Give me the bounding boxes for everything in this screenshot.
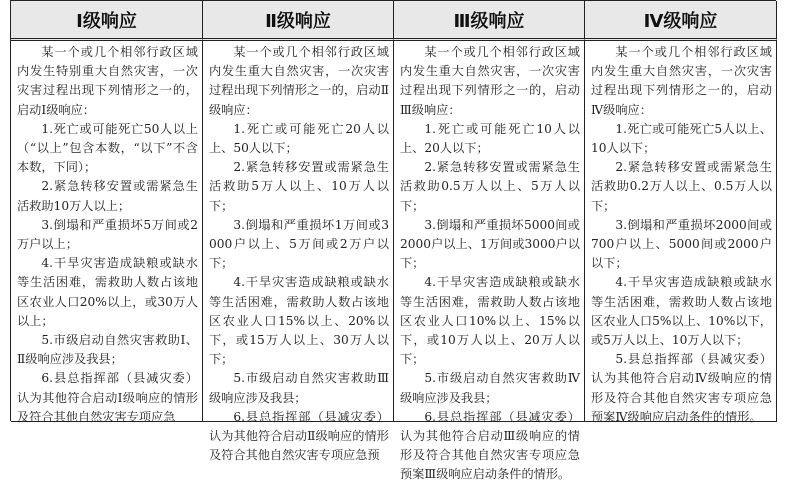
paragraph: 5.市级启动自然灾害救助Ⅳ级响应涉及我县；	[400, 371, 580, 405]
paragraph: 5.市级启动自然灾害救助Ⅰ、Ⅱ级响应涉及我县；	[17, 333, 198, 367]
paragraph: 2.紧急转移安置或需紧急生活救助10万人以上；	[17, 179, 198, 213]
paragraph: 6.县总指挥部（县减灾委）认为其他符合启动Ⅱ级响应的情形及符合其他自然灾害专项应急预	[209, 409, 389, 463]
paragraph: 3.倒塌和严重损坏2000间或700户以上、5000间或2000户以下；	[591, 217, 772, 271]
paragraph: 2.紧急转移安置或需紧急生活救助0.5万人以上、5万人以下；	[400, 160, 580, 213]
paragraph: 3.倒塌和严重损坏1万间或3000户以上、5万间或2万户以下；	[209, 217, 389, 271]
header-level-4: Ⅳ级响应	[585, 1, 777, 41]
paragraph: 3.倒塌和严重损坏5000间或2000户以上、1万间或3000户以下；	[400, 217, 580, 271]
paragraph: 某一个或几个相邻行政区域内发生重大自然灾害，一次灾害过程出现下列情形之一的，启动Ⅲ级响应：	[400, 45, 580, 117]
paragraph: 4.干旱灾害造成缺粮或缺水等生活困难，需救助人数占该地区农业人口10%以上、15%以下，或10万人以上、20万人以下；	[400, 275, 580, 367]
paragraph: 某一个或几个相邻行政区域内发生重大自然灾害，一次灾害过程出现下列情形之一的，启动Ⅱ级响应：	[209, 45, 389, 117]
paragraph: 1.死亡或可能死亡20人以上、50人以下；	[209, 121, 389, 156]
header-level-1: Ⅰ级响应	[11, 1, 203, 41]
paragraph: 某一个或几个相邻行政区域内发生重大自然灾害，一次灾害过程出现下列情形之一的，启动Ⅳ级响应：	[591, 45, 772, 117]
paragraph: 2.紧急转移安置或需紧急生活救助5万人以上、10万人以下；	[209, 160, 389, 213]
paragraph: 4.干旱灾害造成缺粮或缺水等生活困难，需救助人数占该地区农业人口20%以上，或30万人以上；	[17, 256, 198, 328]
level-2-conditions	[203, 41, 394, 463]
paragraph: 5.市级启动自然灾害救助Ⅲ级响应涉及我县；	[209, 371, 389, 405]
paragraph: 2.紧急转移安置或需紧急生活救助0.2万人以上、0.5万人以下；	[591, 160, 772, 213]
header-level-3: Ⅲ级响应	[394, 1, 585, 41]
paragraph: 4.干旱灾害造成缺粮或缺水等生活困难，需救助人数占该地区农业人口5%以上、10%以下，或5万人以上、10万人以下；	[591, 275, 772, 348]
paragraph: 6.县总指挥部（县减灾委）认为其他符合启动Ⅰ级响应的情形及符合其他自然灾害专项应急	[17, 371, 198, 424]
paragraph: 1.死亡或可能死亡50人以上（“以上”包含本数，“以下”不含本数，下同）；	[17, 121, 198, 175]
paragraph: 3.倒塌和严重损坏5万间或2万户以上；	[17, 217, 198, 252]
paragraph: 1.死亡或可能死亡10人以上、20人以下；	[400, 121, 580, 156]
paragraph: 5.县总指挥部（县减灾委）认为其他符合启动Ⅳ级响应的情形及符合其他自然灾害专项应急预案Ⅳ级响应启动条件的情形。	[591, 352, 772, 424]
level-3-conditions	[394, 41, 585, 482]
paragraph: 6.县总指挥部（县减灾委）认为其他符合启动Ⅲ级响应的情形及符合其他自然灾害专项应急预案Ⅲ级响应启动条件的情形。	[400, 409, 580, 482]
response-level-table	[10, 0, 776, 482]
paragraph: 某一个或几个相邻行政区域内发生特别重大自然灾害，一次灾害过程出现下列情形之一的，启动Ⅰ级响应：	[17, 45, 198, 117]
level-1-conditions	[11, 41, 203, 422]
header-level-2: Ⅱ级响应	[203, 1, 394, 41]
paragraph: 4.干旱灾害造成缺粮或缺水等生活困难，需救助人数占该地区农业人口15%以上、20%以下，或15万人以上、30万人以下；	[209, 275, 389, 367]
paragraph: 1.死亡或可能死亡5人以上、10人以下；	[591, 121, 772, 156]
level-4-conditions	[585, 41, 777, 422]
